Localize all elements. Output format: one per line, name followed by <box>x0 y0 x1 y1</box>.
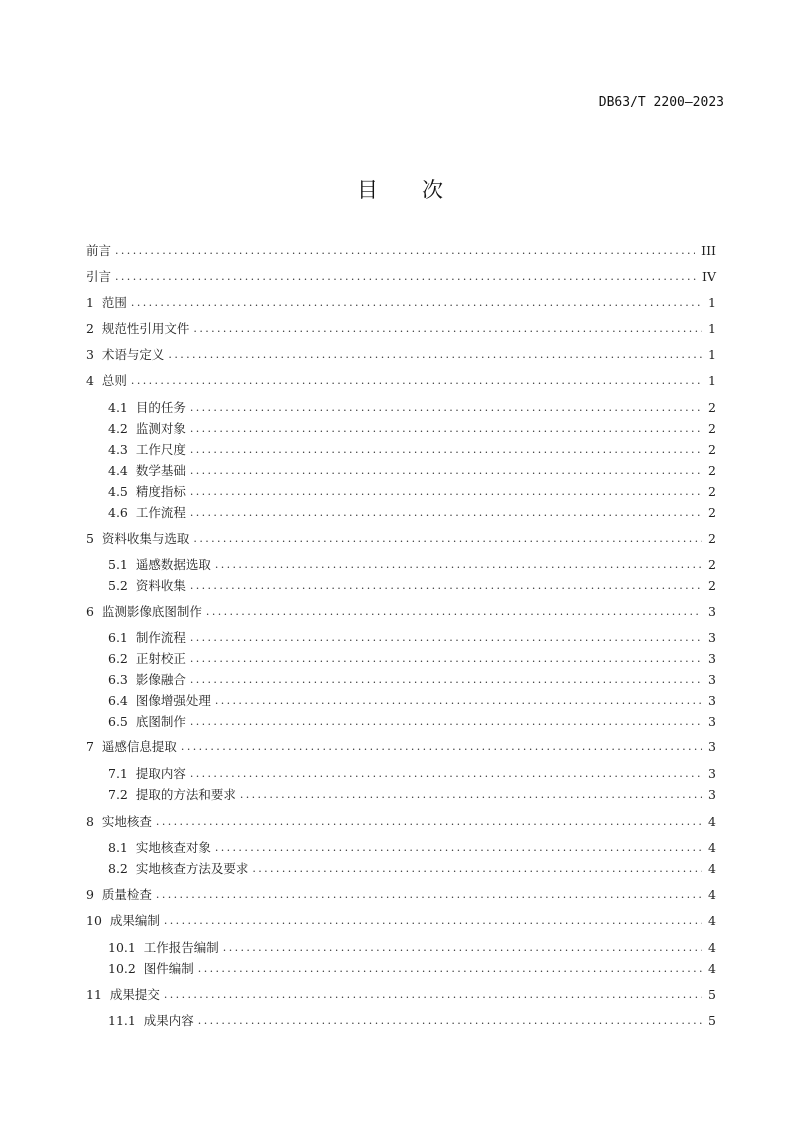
dot-leader <box>193 530 702 548</box>
dot-leader <box>156 813 702 831</box>
toc-entry-label: 底图制作 <box>135 714 186 729</box>
dot-leader <box>215 692 702 710</box>
toc-entry[interactable] <box>86 603 716 621</box>
dot-leader <box>190 650 702 668</box>
toc-entry-page-number: 4 <box>708 913 716 928</box>
dot-leader <box>223 939 702 957</box>
dot-leader <box>131 372 702 390</box>
toc-entry-page-number: IV <box>702 269 716 284</box>
dot-leader <box>240 786 702 804</box>
toc-entry-page-number: 3 <box>708 604 716 619</box>
toc-entry-page-number: 2 <box>708 578 716 593</box>
toc-entry-page-number: 3 <box>708 651 716 666</box>
toc-entry[interactable] <box>108 462 716 480</box>
toc-entry[interactable] <box>86 346 716 364</box>
toc-entry-number: 4.1 <box>108 400 136 415</box>
toc-entry-number: 8.2 <box>108 861 136 876</box>
page-title <box>0 174 800 204</box>
toc-entry-number: 11 <box>86 987 110 1002</box>
toc-entry-page-number: 4 <box>708 887 716 902</box>
toc-entry-page-number: III <box>701 243 716 258</box>
toc-entry-page-number: 1 <box>708 321 716 336</box>
toc-entry-label: 实地核查对象 <box>135 840 211 855</box>
toc-entry[interactable] <box>108 860 716 878</box>
toc-entry-page-number: 3 <box>708 630 716 645</box>
toc-entry-page-number: 3 <box>708 714 716 729</box>
toc-entry[interactable] <box>108 399 716 417</box>
dot-leader <box>190 483 702 501</box>
toc-entry-page-number: 3 <box>708 787 716 802</box>
toc-entry-page-number: 3 <box>708 693 716 708</box>
title-left-char: 目 <box>357 178 378 202</box>
toc-entry-number: 5.1 <box>108 557 136 572</box>
toc-entry-page-number: 1 <box>708 295 716 310</box>
toc-entry-page-number: 4 <box>708 840 716 855</box>
toc-entry-label: 实地核查 <box>101 814 152 829</box>
dot-leader <box>198 960 702 978</box>
toc-entry-label: 工作报告编制 <box>143 940 219 955</box>
toc-entry-label: 总则 <box>101 373 127 388</box>
toc-entry-label: 提取内容 <box>135 766 186 781</box>
toc-entry-label: 监测对象 <box>135 421 186 436</box>
title-right-char: 次 <box>422 178 443 202</box>
dot-leader <box>164 986 702 1004</box>
dot-leader <box>198 1012 702 1030</box>
toc-entry-number: 4.6 <box>108 505 136 520</box>
toc-entry-number: 1 <box>86 295 102 310</box>
toc-entry-number: 3 <box>86 347 102 362</box>
toc-entry[interactable] <box>108 483 716 501</box>
toc-entry-number: 5 <box>86 531 102 546</box>
toc-entry-number: 6.2 <box>108 651 136 666</box>
toc-entry[interactable] <box>86 530 716 548</box>
standard-code: DB63/T 2200—2023 <box>598 95 724 110</box>
toc-entry-number: 6.1 <box>108 630 136 645</box>
toc-entry-number: 2 <box>86 321 102 336</box>
toc-entry-number: 7.1 <box>108 766 136 781</box>
dot-leader <box>190 420 702 438</box>
toc-entry-number: 10.1 <box>108 940 144 955</box>
dot-leader <box>215 839 702 857</box>
toc-entry[interactable] <box>86 268 716 286</box>
toc-entry-number: 7.2 <box>108 787 136 802</box>
toc-entry-label: 影像融合 <box>135 672 186 687</box>
toc-entry-page-number: 2 <box>708 442 716 457</box>
toc-entry[interactable] <box>86 372 716 390</box>
toc-entry[interactable] <box>86 294 716 312</box>
dot-leader <box>190 671 702 689</box>
toc-entry-number: 10 <box>86 913 110 928</box>
toc-entry-number: 11.1 <box>108 1013 144 1028</box>
toc-entry[interactable] <box>86 912 716 930</box>
toc-entry-number: 6 <box>86 604 102 619</box>
dot-leader <box>190 399 702 417</box>
toc-entry-number: 6.4 <box>108 693 136 708</box>
toc-entry-page-number: 4 <box>708 861 716 876</box>
toc-entry-label: 工作流程 <box>135 505 186 520</box>
toc-entry-label: 实地核查方法及要求 <box>135 861 249 876</box>
toc-entry-label: 正射校正 <box>135 651 186 666</box>
toc-entry[interactable] <box>108 671 716 689</box>
toc-entry-page-number: 4 <box>708 961 716 976</box>
toc-entry-label: 成果内容 <box>143 1013 194 1028</box>
toc-entry[interactable] <box>86 986 716 1004</box>
toc-entry-number: 6.3 <box>108 672 136 687</box>
toc-entry-label: 规范性引用文件 <box>101 321 190 336</box>
toc-entry-label: 前言 <box>86 243 112 258</box>
toc-entry-number: 8 <box>86 814 102 829</box>
toc-entry-number: 4.3 <box>108 442 136 457</box>
dot-leader <box>156 886 702 904</box>
toc-entry-page-number: 4 <box>708 814 716 829</box>
toc-entry[interactable] <box>108 786 716 804</box>
toc-entry-label: 质量检查 <box>101 887 152 902</box>
toc-entry-label: 制作流程 <box>135 630 186 645</box>
toc-entry[interactable] <box>108 765 716 783</box>
toc-entry-label: 遥感信息提取 <box>101 739 177 754</box>
toc-entry-number: 9 <box>86 887 102 902</box>
toc-entry[interactable] <box>108 504 716 522</box>
toc-entry-page-number: 3 <box>708 672 716 687</box>
toc-entry-page-number: 5 <box>708 1013 716 1028</box>
toc-entry-number: 8.1 <box>108 840 136 855</box>
toc-entry[interactable] <box>108 939 716 957</box>
toc-entry-page-number: 2 <box>708 557 716 572</box>
toc-entry-page-number: 1 <box>708 373 716 388</box>
dot-leader <box>115 242 695 260</box>
toc-entry-label: 资料收集与选取 <box>101 531 190 546</box>
dot-leader <box>215 556 702 574</box>
toc-entry-number: 4 <box>86 373 102 388</box>
dot-leader <box>115 268 696 286</box>
toc-entry-label: 术语与定义 <box>101 347 165 362</box>
toc-entry[interactable] <box>86 886 716 904</box>
toc-entry-label: 工作尺度 <box>135 442 186 457</box>
toc-entry-number: 4.4 <box>108 463 136 478</box>
toc-entry-page-number: 2 <box>708 531 716 546</box>
toc-entry-page-number: 5 <box>708 987 716 1002</box>
dot-leader <box>190 441 702 459</box>
toc-entry-label: 精度指标 <box>135 484 186 499</box>
dot-leader <box>190 504 702 522</box>
toc-entry-page-number: 2 <box>708 400 716 415</box>
dot-leader <box>168 346 702 364</box>
toc-entry-label: 成果编制 <box>109 913 160 928</box>
dot-leader <box>131 294 702 312</box>
dot-leader <box>193 320 702 338</box>
toc-entry-number: 4.5 <box>108 484 136 499</box>
toc-entry-page-number: 2 <box>708 463 716 478</box>
toc-entry[interactable] <box>86 242 716 260</box>
toc-entry[interactable] <box>86 738 716 756</box>
toc-entry[interactable] <box>108 441 716 459</box>
toc-entry[interactable] <box>86 320 716 338</box>
toc-entry[interactable] <box>108 556 716 574</box>
toc-entry-page-number: 1 <box>708 347 716 362</box>
toc-entry[interactable] <box>108 629 716 647</box>
toc-entry-number: 7 <box>86 739 102 754</box>
toc-entry-label: 数学基础 <box>135 463 186 478</box>
dot-leader <box>190 462 702 480</box>
toc-entry-number: 10.2 <box>108 961 144 976</box>
toc-entry-label: 成果提交 <box>109 987 160 1002</box>
toc-entry[interactable] <box>108 650 716 668</box>
toc-entry-label: 遥感数据选取 <box>135 557 211 572</box>
toc-entry-label: 范围 <box>101 295 127 310</box>
dot-leader <box>252 860 702 878</box>
toc-entry[interactable] <box>108 577 716 595</box>
dot-leader <box>190 629 702 647</box>
dot-leader <box>190 713 702 731</box>
dot-leader <box>206 603 702 621</box>
dot-leader <box>181 738 702 756</box>
toc-entry[interactable] <box>108 692 716 710</box>
toc-entry-number: 6.5 <box>108 714 136 729</box>
toc-entry[interactable] <box>108 960 716 978</box>
toc-entry-page-number: 3 <box>708 766 716 781</box>
dot-leader <box>164 912 702 930</box>
toc-entry-page-number: 4 <box>708 940 716 955</box>
toc-entry-label: 图像增强处理 <box>135 693 211 708</box>
toc-entry[interactable] <box>108 839 716 857</box>
toc-entry[interactable] <box>108 420 716 438</box>
toc-entry-number: 5.2 <box>108 578 136 593</box>
toc-entry-page-number: 3 <box>708 739 716 754</box>
toc-entry-label: 资料收集 <box>135 578 186 593</box>
toc-entry-label: 提取的方法和要求 <box>135 787 236 802</box>
toc-entry-label: 目的任务 <box>135 400 186 415</box>
toc-entry-label: 监测影像底图制作 <box>101 604 202 619</box>
toc-entry[interactable] <box>86 813 716 831</box>
dot-leader <box>190 577 702 595</box>
toc-entry-label: 图件编制 <box>143 961 194 976</box>
dot-leader <box>190 765 702 783</box>
toc-entry-page-number: 2 <box>708 505 716 520</box>
toc-entry-page-number: 2 <box>708 421 716 436</box>
toc-entry[interactable] <box>108 1012 716 1030</box>
toc-entry-label: 引言 <box>86 269 112 284</box>
toc-entry-page-number: 2 <box>708 484 716 499</box>
toc-entry-number: 4.2 <box>108 421 136 436</box>
toc-entry[interactable] <box>108 713 716 731</box>
